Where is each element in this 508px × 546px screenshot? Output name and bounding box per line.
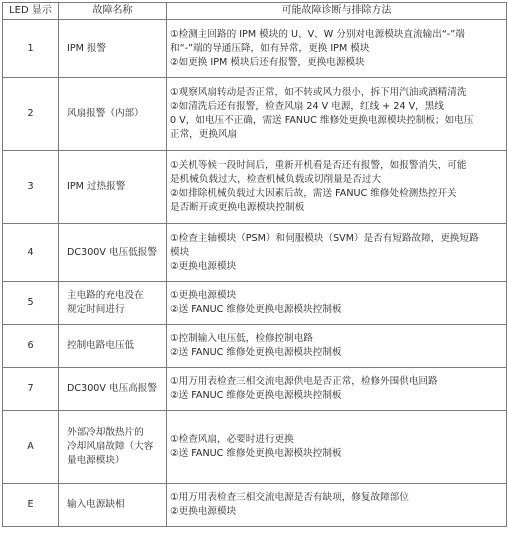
diagnosis-line: ①检查主轴模块（PSM）和伺服模块（SVM）是否有短路故障，更换短路 (170, 232, 479, 244)
led-code: A (3, 411, 59, 484)
fault-name-line: 控制电路电压低 (67, 340, 135, 351)
diagnosis-method (167, 224, 507, 282)
table-row (3, 78, 507, 151)
diagnosis-method (167, 282, 507, 325)
diagnosis-line: 是机械负载过大，检查机械负载或切削量是否过大 (170, 174, 382, 185)
led-code: 7 (3, 368, 59, 411)
table-row (3, 20, 507, 78)
diagnosis-line: ①检测主回路的 IPM 模块的 U、V、W 分别对电源模块直流输出“-”端 (170, 28, 465, 40)
led-code: E (3, 484, 59, 527)
diagnosis-line: ②送 FANUC 维修处更换电源模块控制板 (170, 347, 342, 358)
fault-table-container (2, 2, 506, 527)
diagnosis-method (167, 325, 507, 368)
fault-name-line: 外部冷却散热片的 (67, 427, 144, 438)
fault-name (59, 484, 167, 527)
header-led: LED 显示 (3, 3, 59, 20)
fault-name-line: 冷却风扇故障（大容 (67, 441, 154, 452)
diagnosis-line: 0 V，如电压不正确，需送 FANUC 维修处更换电源模块控制板；如电压 (170, 115, 474, 126)
diagnosis-method (167, 411, 507, 484)
fault-name-line: 量电源模块） (67, 455, 125, 466)
diagnosis-line: ①检查风扇，必要时进行更换 (170, 434, 294, 445)
led-code: 1 (3, 20, 59, 78)
diagnosis-line: ①用万用表检查三相交流电源供电是否正常，检修外围供电回路 (170, 376, 438, 387)
fault-name (59, 224, 167, 282)
fault-name (59, 20, 167, 78)
table-row (3, 282, 507, 325)
diagnosis-line: 模块 (170, 246, 190, 258)
diagnosis-line: ①控制输入电压低，检修控制电路 (170, 333, 313, 344)
header-diagnosis: 可能故障诊断与排除方法 (167, 3, 507, 20)
diagnosis-method (167, 151, 507, 224)
diagnosis-line: ②送 FANUC 维修处更换电源模块控制板 (170, 304, 342, 315)
diagnosis-method (167, 368, 507, 411)
table-row (3, 224, 507, 282)
led-code: 6 (3, 325, 59, 368)
fault-name-line: IPM 过热报警 (67, 181, 126, 192)
fault-name (59, 151, 167, 224)
diagnosis-line: ②送 FANUC 维修处更换电源模块控制板 (170, 448, 342, 459)
fault-name-line: 风扇报警（内部） (67, 108, 144, 119)
diagnosis-line: ②如更换 IPM 模块后还有报警，更换电源模块 (170, 56, 365, 68)
diagnosis-line: ①用万用表检查三相交流电源是否有缺项，修复故障部位 (170, 492, 409, 503)
fault-name-line: DC300V 电压高报警 (67, 383, 157, 394)
table-row (3, 484, 507, 527)
diagnosis-line: 是否断开或更换电源模块控制板 (170, 202, 305, 213)
diagnosis-line: 和“-”端的导通压降，如有异常，更换 IPM 模块 (170, 42, 370, 54)
diagnosis-line: ①更换电源模块 (170, 290, 237, 301)
fault-name (59, 411, 167, 484)
header-fault-name: 故障名称 (59, 3, 167, 20)
fault-name (59, 78, 167, 151)
fault-name-line: DC300V 电压低报警 (67, 246, 157, 258)
diagnosis-line: ②更换电源模块 (170, 260, 237, 272)
table-header-row (3, 3, 507, 20)
diagnosis-method (167, 78, 507, 151)
table-row (3, 411, 507, 484)
diagnosis-line: ②送 FANUC 维修处更换电源模块控制板 (170, 390, 342, 401)
diagnosis-method (167, 20, 507, 78)
fault-name-line: 规定时间进行 (67, 304, 125, 315)
led-code: 4 (3, 224, 59, 282)
fault-name-line: 输入电源缺相 (67, 499, 125, 510)
diagnosis-line: ②更换电源模块 (170, 506, 237, 517)
fault-name-line: 主电路的充电没在 (67, 290, 144, 301)
diagnosis-line: ①观察风扇转动是否正常，如不转或风力很小，拆下用汽油或酒精清洗 (170, 87, 467, 98)
fault-name (59, 325, 167, 368)
diagnosis-method (167, 484, 507, 527)
table-row (3, 325, 507, 368)
table-row (3, 151, 507, 224)
fault-name (59, 368, 167, 411)
led-code: 3 (3, 151, 59, 224)
fault-name-line: IPM 报警 (67, 42, 107, 54)
diagnosis-line: ②如清洗后还有报警，检查风扇 24 V 电源，红线 + 24 V，黑线 (170, 101, 444, 112)
diagnosis-line: ①关机等候一段时间后，重新开机看是否还有报警，如报警消失，可能 (170, 160, 467, 171)
diagnosis-line: 正常，更换风扇 (170, 129, 238, 140)
led-code: 5 (3, 282, 59, 325)
led-code: 2 (3, 78, 59, 151)
table-row (3, 368, 507, 411)
fault-name (59, 282, 167, 325)
diagnosis-line: ②如排除机械负载过大因素后故，需送 FANUC 维修处检测热控开关 (170, 188, 457, 199)
fault-diagnosis-table (2, 2, 507, 527)
